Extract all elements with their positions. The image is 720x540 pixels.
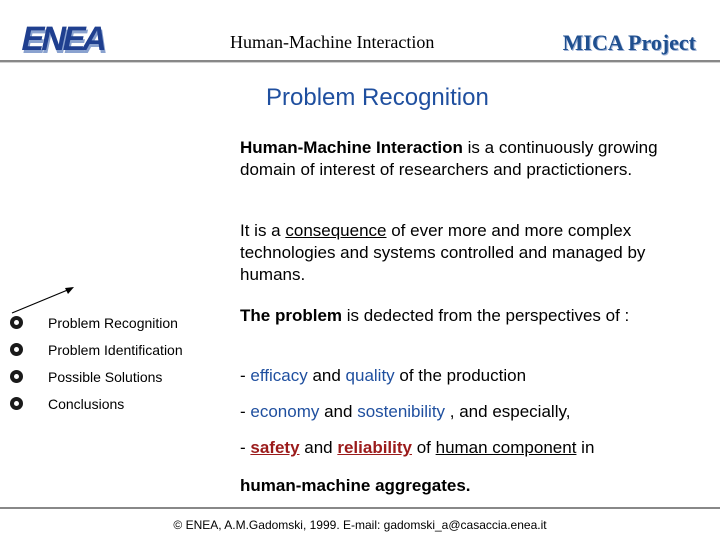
intro-rest: is a continuously growing domain of interest of researchers and practictioners.	[240, 138, 658, 179]
of-word: of	[411, 438, 436, 457]
especially-text: , and especially,	[445, 402, 571, 421]
paragraph-intro	[240, 137, 700, 181]
bullet-icon	[10, 316, 23, 329]
nav-label: Problem Recognition	[48, 315, 178, 331]
and-word: and	[307, 366, 346, 385]
human-component-text: human component	[435, 438, 577, 457]
logo-text: ENEA	[18, 20, 109, 58]
problem-rest: is dedected from the perspectives of :	[342, 306, 630, 325]
consequence-a: It is a	[240, 221, 286, 240]
sostenibility-word: sostenibility	[357, 402, 446, 421]
reliability-word: reliability	[337, 438, 412, 457]
arrow-icon	[10, 285, 80, 315]
dash: -	[240, 438, 251, 457]
safety-word: safety	[250, 438, 300, 457]
footer-divider	[0, 507, 720, 509]
nav-label: Possible Solutions	[48, 369, 163, 385]
production-text: of the production	[394, 366, 527, 385]
bullet-icon	[10, 370, 23, 383]
header-title: Human-Machine Interaction	[230, 32, 435, 52]
perspective-efficacy	[240, 366, 526, 386]
consequence-underlined: consequence	[285, 221, 387, 240]
slide-title: Problem Recognition	[266, 84, 489, 111]
and-word: and	[299, 438, 338, 457]
in-word: in	[576, 438, 595, 457]
dash: -	[240, 366, 251, 385]
nav-label: Conclusions	[48, 396, 125, 412]
dash: -	[240, 402, 251, 421]
intro-bold: Human-Machine Interaction	[240, 138, 463, 157]
footer-copyright: © ENEA, A.M.Gadomski, 1999. E-mail: gadomski_a@casaccia.enea.it	[173, 518, 547, 532]
perspective-economy	[240, 402, 570, 422]
quality-word: quality	[345, 366, 395, 385]
and-word: and	[319, 402, 358, 421]
paragraph-problem	[240, 305, 700, 327]
efficacy-word: efficacy	[250, 366, 308, 385]
enea-logo	[18, 18, 132, 58]
project-title: MICA Project	[562, 30, 696, 55]
bullet-icon	[10, 397, 23, 410]
header-divider-shadow	[0, 62, 720, 63]
nav-label: Problem Identification	[48, 342, 183, 358]
paragraph-consequence	[240, 220, 700, 286]
economy-word: economy	[250, 402, 320, 421]
perspective-safety	[240, 438, 594, 458]
consequence-b: of ever more and more complex technologies and systems controlled and managed by humans.	[240, 221, 646, 284]
problem-bold: The problem	[240, 306, 343, 325]
bullet-icon	[10, 343, 23, 356]
aggregates-line: human-machine aggregates.	[240, 476, 471, 495]
